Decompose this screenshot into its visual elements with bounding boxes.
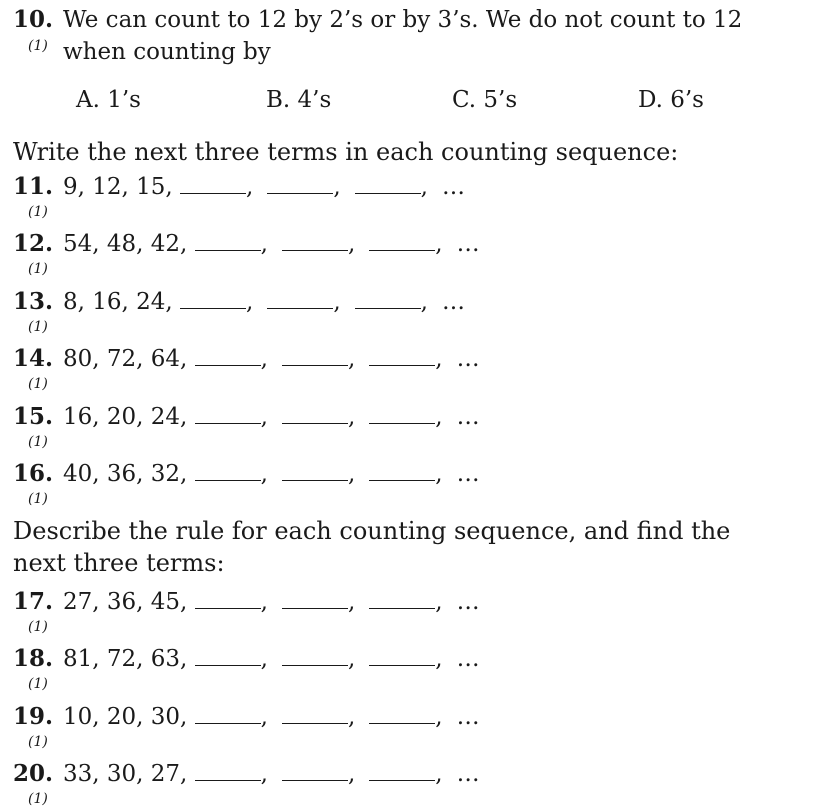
problem-number: 12. [13, 230, 54, 257]
instruction-describe-rule-line-2: next three terms: [13, 549, 225, 577]
lesson-reference: (1) [28, 204, 48, 220]
separator-comma: , [420, 289, 428, 315]
ellipsis: … [456, 646, 480, 672]
separator-comma: , [347, 646, 356, 672]
problem-number: 18. [13, 645, 54, 672]
ellipsis: … [456, 589, 480, 615]
separator-comma: , [435, 231, 443, 257]
answer-blank[interactable] [282, 588, 348, 609]
separator-comma: , [260, 589, 268, 615]
answer-blank[interactable] [369, 645, 435, 666]
answer-blank[interactable] [180, 288, 246, 309]
separator-comma: , [435, 461, 443, 487]
ellipsis: … [456, 231, 480, 257]
answer-blank[interactable] [369, 588, 435, 609]
given-terms: 54, 48, 42, [63, 231, 188, 257]
sequence-line [63, 344, 480, 374]
answer-blank[interactable] [195, 230, 261, 251]
sequence-problem [13, 172, 813, 222]
sequence-problem [13, 759, 813, 809]
given-terms: 10, 20, 30, [63, 704, 188, 730]
sequence-problem [13, 702, 813, 752]
ellipsis: … [456, 404, 480, 430]
sequence-line [63, 644, 480, 674]
problem-text-line-2: when counting by [63, 39, 271, 65]
answer-blank[interactable] [282, 460, 348, 481]
choice-d[interactable]: D. 6’s [638, 87, 704, 113]
lesson-reference: (1) [28, 434, 48, 450]
sequence-problem [13, 287, 813, 337]
sequence-line [63, 459, 480, 489]
separator-comma: , [333, 174, 341, 200]
problem-10 [13, 5, 813, 115]
separator-comma: , [420, 174, 428, 200]
answer-blank[interactable] [180, 173, 246, 194]
separator-comma: , [260, 404, 268, 430]
choice-a[interactable]: A. 1’s [76, 87, 141, 113]
problem-text-line-1: We can count to 12 by 2’s or by 3’s. We do not count to 12 [63, 7, 743, 33]
ellipsis: … [456, 346, 480, 372]
sequence-line [63, 172, 465, 202]
sequence-problem [13, 229, 813, 279]
lesson-reference: (1) [28, 734, 48, 750]
answer-blank[interactable] [267, 173, 333, 194]
separator-comma: , [260, 461, 268, 487]
given-terms: 40, 36, 32, [63, 461, 188, 487]
answer-blank[interactable] [369, 403, 435, 424]
answer-blank[interactable] [282, 760, 348, 781]
lesson-reference: (1) [28, 38, 48, 54]
answer-blank[interactable] [282, 345, 348, 366]
lesson-reference: (1) [28, 376, 48, 392]
separator-comma: , [246, 289, 254, 315]
lesson-reference: (1) [28, 319, 48, 335]
ellipsis: … [456, 761, 480, 787]
given-terms: 8, 16, 24, [63, 289, 173, 315]
given-terms: 80, 72, 64, [63, 346, 188, 372]
separator-comma: , [347, 589, 356, 615]
sequence-line [63, 587, 480, 617]
separator-comma: , [435, 704, 443, 730]
ellipsis: … [456, 704, 480, 730]
sequence-problem [13, 644, 813, 694]
separator-comma: , [246, 174, 254, 200]
separator-comma: , [347, 704, 356, 730]
instruction-write-terms: Write the next three terms in each counting sequence: [13, 138, 679, 166]
problem-number: 14. [13, 345, 54, 372]
answer-blank[interactable] [282, 403, 348, 424]
sequence-line [63, 229, 480, 259]
answer-blank[interactable] [195, 588, 261, 609]
ellipsis: … [441, 289, 465, 315]
separator-comma: , [260, 646, 268, 672]
answer-blank[interactable] [355, 288, 421, 309]
given-terms: 27, 36, 45, [63, 589, 188, 615]
answer-blank[interactable] [369, 460, 435, 481]
separator-comma: , [260, 761, 268, 787]
separator-comma: , [435, 404, 443, 430]
answer-blank[interactable] [282, 703, 348, 724]
sequence-line [63, 402, 480, 432]
separator-comma: , [347, 346, 356, 372]
sequence-problem [13, 344, 813, 394]
answer-blank[interactable] [195, 760, 261, 781]
answer-blank[interactable] [369, 760, 435, 781]
answer-blank[interactable] [195, 460, 261, 481]
problem-number: 20. [13, 760, 54, 787]
choice-b[interactable]: B. 4’s [266, 87, 332, 113]
lesson-reference: (1) [28, 261, 48, 277]
answer-blank[interactable] [267, 288, 333, 309]
separator-comma: , [347, 231, 356, 257]
sequence-problem [13, 402, 813, 452]
separator-comma: , [435, 589, 443, 615]
problem-number: 10. [13, 6, 54, 33]
answer-blank[interactable] [369, 230, 435, 251]
separator-comma: , [260, 231, 268, 257]
problem-number: 19. [13, 703, 54, 730]
lesson-reference: (1) [28, 491, 48, 507]
given-terms: 9, 12, 15, [63, 174, 173, 200]
answer-blank[interactable] [282, 645, 348, 666]
answer-blank[interactable] [195, 403, 261, 424]
choice-c[interactable]: C. 5’s [452, 87, 518, 113]
sequence-line [63, 759, 480, 789]
ellipsis: … [441, 174, 465, 200]
separator-comma: , [347, 761, 356, 787]
separator-comma: , [435, 646, 443, 672]
given-terms: 33, 30, 27, [63, 761, 188, 787]
sequence-line [63, 287, 465, 317]
sequence-problem [13, 587, 813, 637]
separator-comma: , [260, 346, 268, 372]
sequence-line [63, 702, 480, 732]
problem-number: 16. [13, 460, 54, 487]
problem-number: 17. [13, 588, 54, 615]
instruction-describe-rule-line-1: Describe the rule for each counting sequence, and find the [13, 517, 731, 545]
answer-blank[interactable] [355, 173, 421, 194]
answer-blank[interactable] [195, 345, 261, 366]
lesson-reference: (1) [28, 619, 48, 635]
lesson-reference: (1) [28, 791, 48, 807]
answer-blank[interactable] [195, 645, 261, 666]
separator-comma: , [333, 289, 341, 315]
sequence-problem [13, 459, 813, 509]
problem-number: 11. [13, 173, 54, 200]
problem-number: 13. [13, 288, 54, 315]
answer-blank[interactable] [369, 703, 435, 724]
answer-blank[interactable] [369, 345, 435, 366]
answer-blank[interactable] [282, 230, 348, 251]
problem-number: 15. [13, 403, 54, 430]
separator-comma: , [260, 704, 268, 730]
separator-comma: , [435, 761, 443, 787]
answer-blank[interactable] [195, 703, 261, 724]
given-terms: 16, 20, 24, [63, 404, 188, 430]
lesson-reference: (1) [28, 676, 48, 692]
separator-comma: , [435, 346, 443, 372]
separator-comma: , [347, 461, 356, 487]
ellipsis: … [456, 461, 480, 487]
given-terms: 81, 72, 63, [63, 646, 188, 672]
separator-comma: , [347, 404, 356, 430]
